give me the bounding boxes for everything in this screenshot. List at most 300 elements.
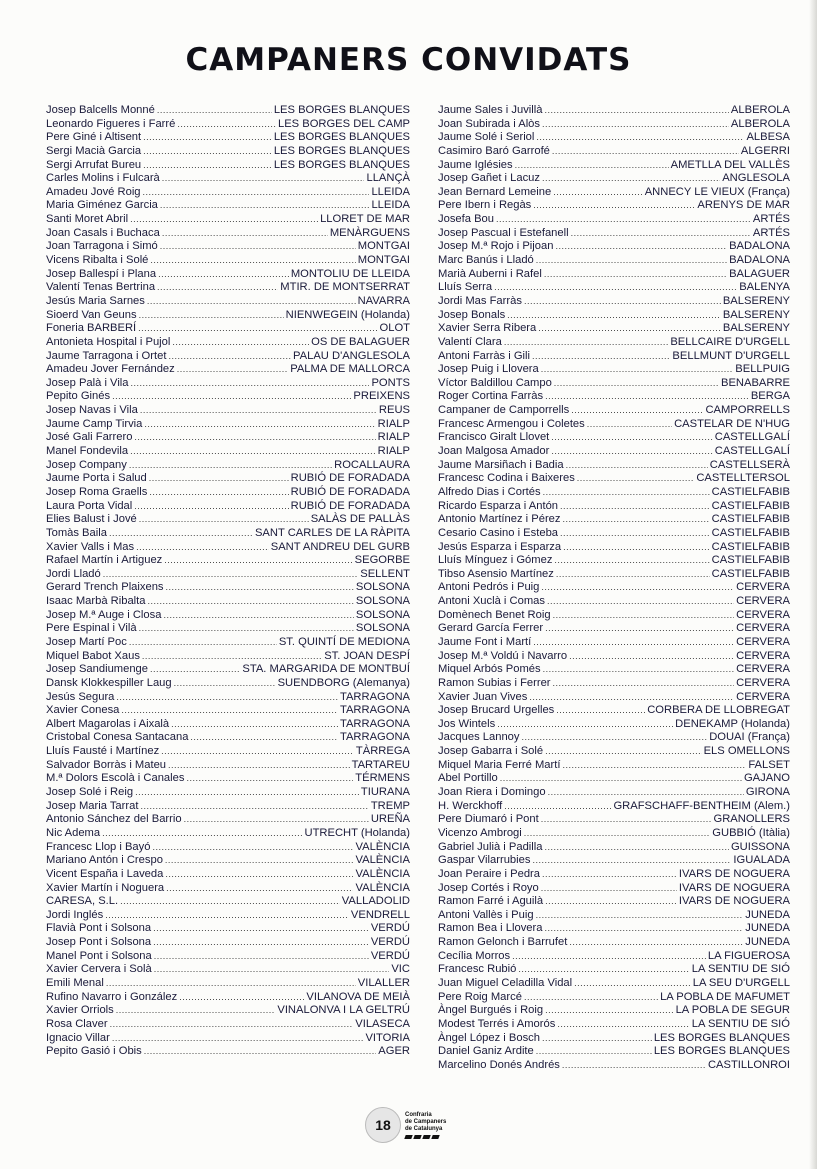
bell-ringer-name: Cristobal Conesa Santacana	[46, 731, 189, 744]
dot-leader	[168, 759, 350, 773]
bell-ringer-name: Foneria BARBERÍ	[46, 322, 137, 335]
dot-leader	[120, 895, 340, 909]
dot-leader	[524, 827, 711, 841]
town-name: CASTIELFABIB	[711, 485, 790, 498]
dot-leader	[574, 977, 691, 991]
dot-leader	[129, 636, 277, 650]
dot-leader	[157, 281, 278, 295]
town-name: LES BORGES BLANQUES	[273, 131, 410, 144]
dot-leader	[112, 1032, 364, 1046]
town-name: TARTAREU	[351, 758, 410, 771]
list-item	[438, 159, 790, 173]
bell-ringer-name: Josep Roma Graells	[46, 485, 148, 498]
dot-leader	[554, 377, 719, 391]
bell-ringer-name: Pere Giné i Altisent	[46, 131, 142, 144]
list-item	[46, 895, 410, 909]
bell-ringer-name: Antoni Pedrós i Puig	[438, 581, 540, 594]
bell-ringer-name: Jaume Marsiñach i Badia	[438, 458, 564, 471]
bell-ringer-name: Albert Magarolas i Aixalà	[46, 717, 170, 730]
dot-leader	[163, 609, 353, 623]
dot-leader	[536, 1045, 652, 1059]
list-item	[438, 227, 790, 241]
dot-leader	[149, 486, 288, 500]
town-name: AMETLLA DEL VALLÈS	[670, 158, 790, 171]
list-item	[438, 459, 790, 473]
town-name: VILANOVA DE MEIÀ	[306, 990, 410, 1003]
dot-leader	[545, 390, 749, 404]
dot-leader	[147, 295, 356, 309]
list-item	[46, 500, 410, 514]
dot-leader	[542, 1032, 652, 1046]
town-name: ALBEROLA	[730, 104, 790, 116]
dot-leader	[102, 827, 302, 841]
dot-leader	[545, 622, 734, 636]
town-name: VITORIA	[365, 1031, 410, 1044]
town-name: MTIR. DE MONTSERRAT	[280, 281, 410, 294]
bell-ringer-name: Ramon Bea i Llovera	[438, 922, 543, 935]
town-name: ST. JOAN DESPÍ	[324, 649, 410, 662]
dot-leader	[500, 772, 742, 786]
bell-ringer-name: Alfredo Dias i Cortés	[438, 485, 541, 498]
logo-line: de Campaners	[405, 1118, 447, 1125]
dot-leader	[158, 268, 289, 282]
dot-leader	[566, 459, 708, 473]
town-name: VINALONVA I LA GELTRÚ	[277, 1004, 410, 1017]
list-item	[438, 554, 790, 568]
bell-ringer-name: Lluís Fausté i Martínez	[46, 745, 160, 758]
dot-leader	[143, 159, 272, 173]
town-name: MONTOLIU DE LLEIDA	[290, 267, 410, 280]
bell-ringer-name: Josep Maria Tarrat	[46, 799, 139, 812]
list-item	[46, 172, 410, 186]
list-item	[46, 295, 410, 309]
town-name: TIURANA	[360, 786, 410, 799]
dot-leader	[130, 445, 376, 459]
town-name: RIALP	[377, 431, 410, 444]
town-name: CASTELLSERÀ	[709, 458, 790, 471]
bell-ringer-name: Amadeu Jové Roig	[46, 185, 141, 198]
dot-leader	[129, 459, 332, 473]
dot-leader	[521, 731, 707, 745]
bell-ringer-name: Xavier Serra Ribera	[438, 322, 537, 335]
list-item	[46, 377, 410, 391]
dot-leader	[496, 213, 751, 227]
dot-leader	[164, 554, 352, 568]
bell-ringer-name: Jesús Maria Sarnes	[46, 294, 145, 307]
bell-ringer-name: Valentí Clara	[438, 335, 502, 348]
bell-ringer-name: Pepito Gasió i Obis	[46, 1045, 142, 1058]
dot-leader	[541, 882, 677, 896]
list-item	[438, 609, 790, 623]
bell-ringer-name: Campaner de Camporrells	[438, 404, 570, 417]
page-number: 18	[365, 1107, 401, 1143]
town-name: LES BORGES BLANQUES	[273, 158, 410, 171]
dot-leader	[142, 650, 322, 664]
town-name: VERDÚ	[370, 949, 410, 962]
dot-leader	[560, 500, 710, 514]
dot-leader	[553, 186, 643, 200]
bell-ringer-name: Flavià Pont i Solsona	[46, 922, 152, 935]
bell-ringer-name: Pepito Ginés	[46, 390, 111, 403]
dot-leader	[547, 595, 734, 609]
list-item	[46, 159, 410, 173]
bell-ringer-name: Vicens Ribalta i Solé	[46, 254, 149, 267]
town-name: ANNECY LE VIEUX (França)	[644, 185, 790, 198]
bell-ringer-name: Josep Pascual i Estefanell	[438, 226, 569, 239]
dot-leader	[542, 118, 729, 132]
town-name: SOLSONA	[355, 581, 410, 594]
list-item	[46, 841, 410, 855]
dot-leader	[150, 663, 240, 677]
dot-leader	[536, 254, 727, 268]
bell-ringer-name: Gabriel Julià i Padilla	[438, 840, 543, 853]
list-item	[438, 145, 790, 159]
bell-ringer-name: Pere Ibern i Regàs	[438, 199, 532, 212]
dot-leader	[143, 131, 272, 145]
town-name: TÀRREGA	[355, 745, 410, 758]
bell-ringer-name: Cecília Morros	[438, 949, 511, 962]
bell-ringer-name: Xavier Juan Vives	[438, 690, 528, 703]
bell-ringer-name: Jaume Solé i Seriol	[438, 131, 535, 144]
dot-leader	[563, 541, 710, 555]
town-name: LES BORGES DEL CAMP	[277, 117, 410, 130]
list-item	[46, 254, 410, 268]
list-item	[438, 813, 790, 827]
list-item	[438, 895, 790, 909]
dot-leader	[533, 636, 734, 650]
dot-leader	[162, 172, 365, 186]
bell-ringer-name: Antonio Martínez i Pérez	[438, 513, 561, 526]
list-item	[438, 868, 790, 882]
dot-leader	[153, 922, 369, 936]
town-name: IGUALADA	[733, 854, 790, 867]
bell-ringer-name: Josefa Bou	[438, 213, 494, 226]
bell-ringer-name: Ricardo Esparza i Antón	[438, 499, 559, 512]
town-name: ARENYS DE MAR	[697, 199, 790, 212]
dot-leader	[571, 227, 751, 241]
list-item	[438, 527, 790, 541]
town-name: VILASECA	[355, 1017, 410, 1030]
list-item	[438, 854, 790, 868]
list-item	[46, 404, 410, 418]
dot-leader	[160, 199, 370, 213]
town-name: VALÈNCIA	[355, 867, 410, 880]
bell-ringer-name: Xavier Conesa	[46, 704, 120, 717]
dot-leader	[150, 254, 355, 268]
dot-leader	[174, 677, 276, 691]
list-item	[46, 963, 410, 977]
dot-leader	[177, 118, 276, 132]
town-name: PREIXENS	[353, 390, 410, 403]
list-item	[46, 595, 410, 609]
dot-leader	[529, 691, 734, 705]
dot-leader	[571, 404, 703, 418]
dot-leader	[134, 500, 288, 514]
bell-ringer-name: Manel Fondevila	[46, 445, 129, 458]
list-item	[438, 336, 790, 350]
town-name: AGER	[378, 1045, 410, 1058]
bell-ringer-name: M.ª Dolors Escolà i Canales	[46, 772, 185, 785]
confraria-logo	[405, 1112, 446, 1139]
list-item	[438, 827, 790, 841]
right-column-list	[438, 104, 790, 1072]
list-item	[438, 363, 790, 377]
town-name: VILALLER	[357, 977, 410, 989]
dot-leader	[171, 718, 338, 732]
list-item	[46, 868, 410, 882]
bell-ringer-name: Valentí Tenas Bertrina	[46, 281, 156, 294]
list-item	[46, 827, 410, 841]
bell-ringer-name: Lluís Mínguez i Gómez	[438, 554, 553, 567]
bell-ringer-name: Casimiro Baró Garrofé	[438, 144, 550, 157]
list-item	[46, 268, 410, 282]
dot-leader	[154, 950, 369, 964]
list-item	[46, 1004, 410, 1018]
list-item	[438, 745, 790, 759]
town-name: CASTELLTERSOL	[696, 472, 790, 485]
list-item	[438, 759, 790, 773]
bell-ringer-name: Jaume Font i Martí	[438, 635, 532, 648]
dot-leader	[112, 390, 351, 404]
town-name: RUBIÓ DE FORADADA	[290, 485, 410, 498]
bell-ringer-name: Sergi Arrufat Bureu	[46, 158, 142, 171]
list-item	[46, 718, 410, 732]
town-name: CASTELLGALÍ	[714, 431, 790, 444]
bell-ringer-name: Josep M.ª Rojo i Pijoan	[438, 240, 554, 253]
list-item	[438, 322, 790, 336]
list-item	[438, 731, 790, 745]
town-name: CASTIELFABIB	[711, 499, 790, 512]
dot-leader	[545, 895, 677, 909]
list-item	[438, 104, 790, 118]
bell-ringer-name: Manel Pont i Solsona	[46, 949, 152, 962]
dot-leader	[504, 800, 611, 814]
list-item	[438, 541, 790, 555]
bell-ringer-name: Antonio Sánchez del Barrio	[46, 813, 182, 826]
bell-ringer-name: Ramon Farré i Aguilà	[438, 895, 544, 908]
list-item	[46, 336, 410, 350]
dot-leader	[545, 1004, 673, 1018]
dot-leader	[144, 418, 375, 432]
bell-ringer-name: Josep Bonals	[438, 308, 506, 321]
town-name: CERVERA	[736, 595, 790, 608]
town-name: CERVERA	[736, 649, 790, 662]
bell-ringer-name: Jaume Camp Tirvia	[46, 417, 143, 430]
town-name: LES BORGES BLANQUES	[653, 1031, 790, 1044]
bell-ringer-name: Sioerd Van Geuns	[46, 308, 137, 321]
town-name: VENDRELL	[350, 908, 410, 921]
list-item	[438, 772, 790, 786]
dot-leader	[497, 718, 673, 732]
dot-leader	[560, 527, 710, 541]
list-item	[438, 404, 790, 418]
bells-icon	[405, 1135, 446, 1139]
bell-ringer-name: Josep Sandiumenge	[46, 663, 149, 676]
bell-ringer-name: Antoni Vallès i Puig	[438, 908, 534, 921]
list-item	[46, 541, 410, 555]
dot-leader	[553, 677, 735, 691]
bell-ringer-name: Josep Puig i Llovera	[438, 363, 539, 376]
list-item	[46, 622, 410, 636]
bell-ringer-name: Emili Menal	[46, 977, 104, 989]
town-name: STA. MARGARIDA DE MONTBUÍ	[242, 663, 410, 676]
town-name: CORBERA DE LLOBREGAT	[647, 704, 790, 717]
dot-leader	[135, 786, 359, 800]
list-item	[46, 977, 410, 991]
dot-leader	[545, 745, 701, 759]
bell-ringer-name: Antonieta Hospital i Pujol	[46, 335, 171, 348]
list-item	[46, 309, 410, 323]
list-item	[46, 363, 410, 377]
dot-leader	[563, 513, 710, 527]
list-item	[438, 281, 790, 295]
dot-leader	[543, 663, 735, 677]
dot-leader	[162, 227, 328, 241]
town-name: IVARS DE NOGUERA	[678, 895, 790, 908]
town-name: BENABARRE	[720, 376, 790, 389]
bell-ringer-name: Francesc Llop i Bayó	[46, 840, 151, 853]
list-item	[438, 350, 790, 364]
list-item	[46, 1045, 410, 1059]
list-item	[438, 650, 790, 664]
list-item	[46, 445, 410, 459]
bell-ringer-name: Elies Balust i Jové	[46, 513, 137, 526]
list-item	[438, 500, 790, 514]
town-name: SOLSONA	[355, 622, 410, 635]
dot-leader	[569, 650, 734, 664]
dot-leader	[552, 145, 739, 159]
bell-ringer-name: Pere Roig Marcé	[438, 990, 522, 1003]
town-name: NIENWEGEIN (Holanda)	[285, 308, 410, 321]
dot-leader	[569, 936, 743, 950]
list-item	[438, 472, 790, 486]
list-item	[46, 281, 410, 295]
dot-leader	[116, 691, 338, 705]
list-item	[438, 309, 790, 323]
list-item	[438, 1059, 790, 1073]
list-item	[438, 295, 790, 309]
list-item	[46, 663, 410, 677]
town-name: BALSERENY	[722, 308, 790, 321]
bell-ringer-name: Juan Miguel Celadilla Vidal	[438, 977, 573, 989]
bell-ringer-name: Isaac Marbà Ribalta	[46, 595, 146, 608]
list-item	[438, 663, 790, 677]
bell-ringer-name: Tibso Asensio Martínez	[438, 567, 554, 580]
bell-ringer-name: Miquel Arbós Pomés	[438, 663, 541, 676]
town-name: VERDÚ	[370, 922, 410, 935]
dot-leader	[515, 159, 669, 173]
town-name: MENÀRGUENS	[329, 226, 410, 239]
town-name: SELLENT	[360, 567, 410, 580]
town-name: CERVERA	[736, 608, 790, 621]
dot-leader	[140, 404, 377, 418]
bell-ringer-name: Abel Portillo	[438, 772, 498, 785]
list-item	[46, 390, 410, 404]
bell-ringer-name: Xavier Orriols	[46, 1004, 114, 1017]
dot-leader	[541, 363, 734, 377]
list-item	[46, 677, 410, 691]
page-title: CAMPANERS CONVIDATS	[185, 42, 632, 78]
dot-leader	[556, 568, 710, 582]
list-item	[46, 991, 410, 1005]
bell-ringer-name: Josep Solé i Reig	[46, 786, 134, 799]
dot-leader	[533, 199, 695, 213]
town-name: ALBESA	[746, 131, 790, 144]
dot-leader	[153, 936, 369, 950]
dot-leader	[177, 363, 288, 377]
list-item	[46, 350, 410, 364]
list-item	[46, 1032, 410, 1046]
bell-ringer-name: Gerard Trench Plaixens	[46, 581, 164, 594]
bell-ringer-name: Jean Bernard Lemeine	[438, 185, 552, 198]
town-name: RIALP	[377, 445, 410, 458]
bell-ringer-name: Ramon Gelonch i Barrufet	[438, 936, 568, 949]
town-name: SANT ANDREU DEL GURB	[270, 540, 410, 553]
bell-ringer-name: Jacques Lannoy	[438, 731, 520, 744]
list-item	[438, 377, 790, 391]
town-name: LA POBLA DE MAFUMET	[660, 990, 790, 1003]
list-item	[438, 677, 790, 691]
town-name: TARRAGONA	[339, 690, 410, 703]
list-item	[46, 772, 410, 786]
dot-leader	[139, 622, 354, 636]
bell-ringer-name: Leonardo Figueres i Farré	[46, 117, 176, 130]
list-item	[46, 813, 410, 827]
town-name: LA SENTIU DE SIÓ	[691, 963, 790, 976]
list-item	[46, 459, 410, 473]
list-item	[46, 227, 410, 241]
dot-leader	[131, 377, 370, 391]
list-item	[438, 936, 790, 950]
bell-ringer-name: Francesc Armengou i Coletes	[438, 417, 585, 430]
bell-ringer-name: Mariano Antón i Crespo	[46, 854, 163, 867]
bell-ringer-name: Vicenzo Ambrogi	[438, 826, 522, 839]
town-name: SALÀS DE PALLÀS	[310, 513, 410, 526]
bell-ringer-name: Rufino Navarro i González	[46, 990, 178, 1003]
list-item	[46, 568, 410, 582]
dot-leader	[554, 554, 709, 568]
bell-ringer-name: CARESA, S.L.	[46, 895, 119, 908]
dot-leader	[109, 527, 253, 541]
bell-ringer-name: Josep M.ª Voldú i Navarro	[438, 649, 568, 662]
list-item	[438, 950, 790, 964]
dot-leader	[130, 213, 318, 227]
bell-ringer-name: Lluís Serra	[438, 281, 493, 294]
list-item	[46, 581, 410, 595]
bell-ringer-name: Francesc Rubió	[438, 963, 517, 976]
dot-leader	[166, 882, 353, 896]
town-name: ST. QUINTÍ DE MEDIONA	[278, 635, 410, 648]
list-item	[438, 718, 790, 732]
dot-leader	[190, 731, 338, 745]
dot-leader	[555, 240, 727, 254]
bell-ringer-name: Josep Gabarra i Solé	[438, 745, 544, 758]
list-item	[438, 268, 790, 282]
list-item	[438, 691, 790, 705]
bell-ringer-name: Roger Cortina Farràs	[438, 390, 544, 403]
town-name: GIRONA	[745, 786, 790, 799]
dot-leader	[504, 336, 669, 350]
bell-ringer-name: Tomàs Baila	[46, 526, 107, 539]
town-name: CASTELLGALÍ	[714, 445, 790, 458]
dot-leader	[562, 759, 746, 773]
town-name: RIALP	[377, 417, 410, 430]
bell-ringer-name: Jos Wintels	[438, 717, 496, 730]
list-item	[438, 186, 790, 200]
list-item	[438, 213, 790, 227]
dot-leader	[172, 336, 309, 350]
list-item	[46, 759, 410, 773]
